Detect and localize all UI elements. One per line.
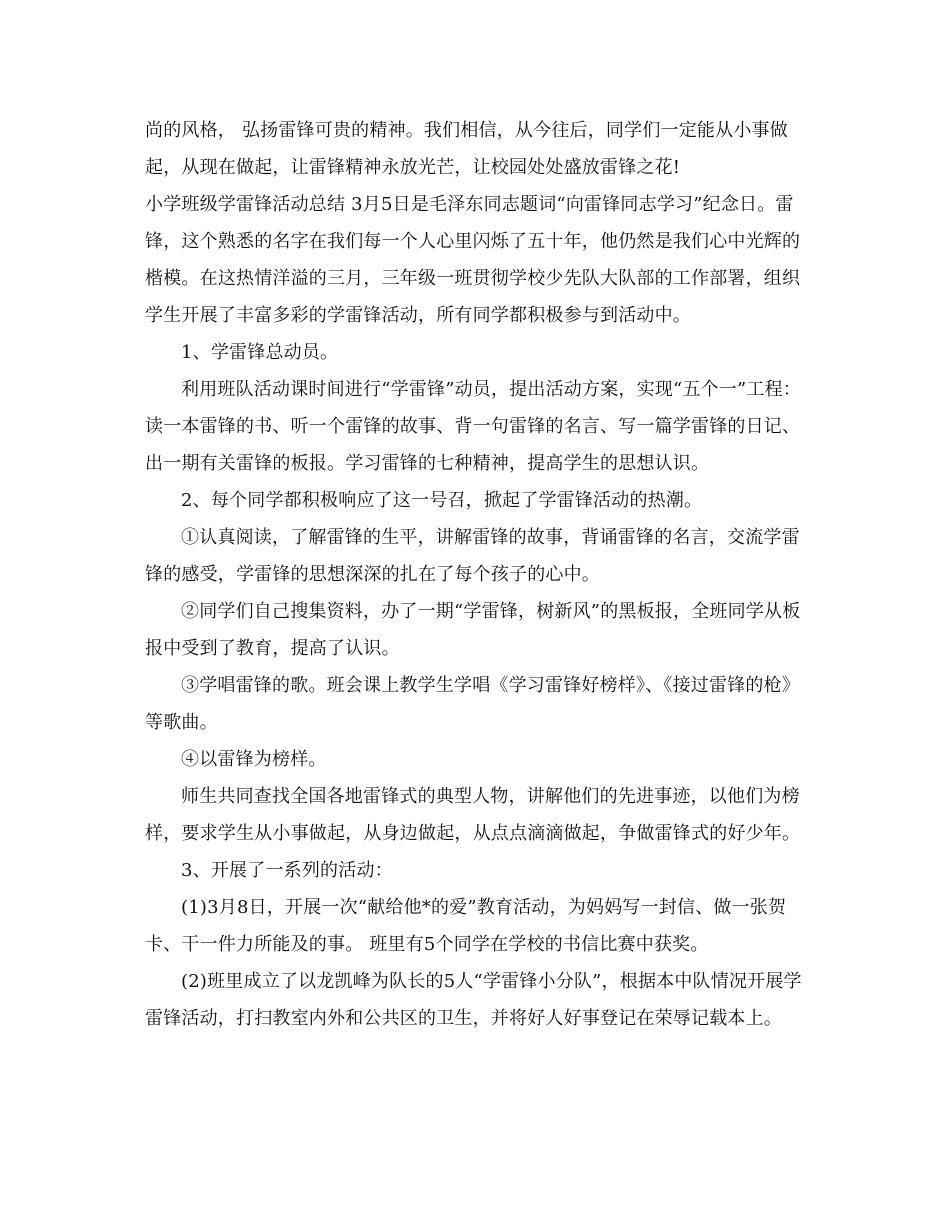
paragraph-2: 小学班级学雷锋活动总结 3月5日是毛泽东同志题词“向雷锋同志学习”纪念日。雷锋，这个熟悉的名字在我们每一个人心里闪烁了五十年，他仍然是我们心中光辉的楷模。在这热情洋溢的三月，三年级一班贯彻学校少先队大队部的工作部署，组织学生开展了丰富多彩的学雷锋活动，所有同学都积极参与到活动中。 xyxy=(145,194,801,326)
document-body xyxy=(145,112,810,1037)
paragraph-4: 利用班队活动课时间进行“学雷锋”动员，提出活动方案，实现“五个一”工程：读一本雷锋的书、听一个雷锋的故事、背一句雷锋的名言、写一篇学雷锋的日记、出一期有关雷锋的板报。学习雷锋的七种精神，提高学生的思想认识。 xyxy=(145,379,802,474)
paragraph-9: ④以雷锋为榜样。 xyxy=(181,749,327,770)
paragraph-5: 2、每个同学都积极响应了这一号召，掀起了学雷锋活动的热潮。 xyxy=(181,490,703,511)
paragraph-10: 师生共同查找全国各地雷锋式的典型人物，讲解他们的先进事迹，以他们为榜样，要求学生从小事做起，从身边做起，从点点滴滴做起，争做雷锋式的好少年。 xyxy=(145,786,801,844)
paragraph-1: 尚的风格， 弘扬雷锋可贵的精神。我们相信，从今往后，同学们一定能从小事做起，从现在做起，让雷锋精神永放光芒，让校园处处盛放雷锋之花! xyxy=(145,120,788,178)
paragraph-7: ②同学们自己搜集资料，办了一期“学雷锋，树新风”的黑板报，全班同学从板报中受到了教育，提高了认识。 xyxy=(145,601,801,659)
paragraph-8: ③学唱雷锋的歌。班会课上教学生学唱《学习雷锋好榜样》、《接过雷锋的枪》等歌曲。 xyxy=(145,675,800,733)
paragraph-11: 3、开展了一系列的活动： xyxy=(181,860,393,881)
paragraph-3: 1、学雷锋总动员。 xyxy=(181,342,339,363)
paragraph-6: ①认真阅读，了解雷锋的生平，讲解雷锋的故事，背诵雷锋的名言，交流学雷锋的感受，学雷锋的思想深深的扎在了每个孩子的心中。 xyxy=(145,527,800,585)
paragraph-13: (2)班里成立了以龙凯峰为队长的5人“学雷锋小分队”，根据本中队情况开展学雷锋活动，打扫教室内外和公共区的卫生，并将好人好事登记在荣辱记载本上。 xyxy=(145,971,802,1029)
paragraph-12: (1)3月8日，开展一次“献给他*的爱”教育活动，为妈妈写一封信、做一张贺卡、干一件力所能及的事。 班里有5个同学在学校的书信比赛中获奖。 xyxy=(145,897,787,955)
